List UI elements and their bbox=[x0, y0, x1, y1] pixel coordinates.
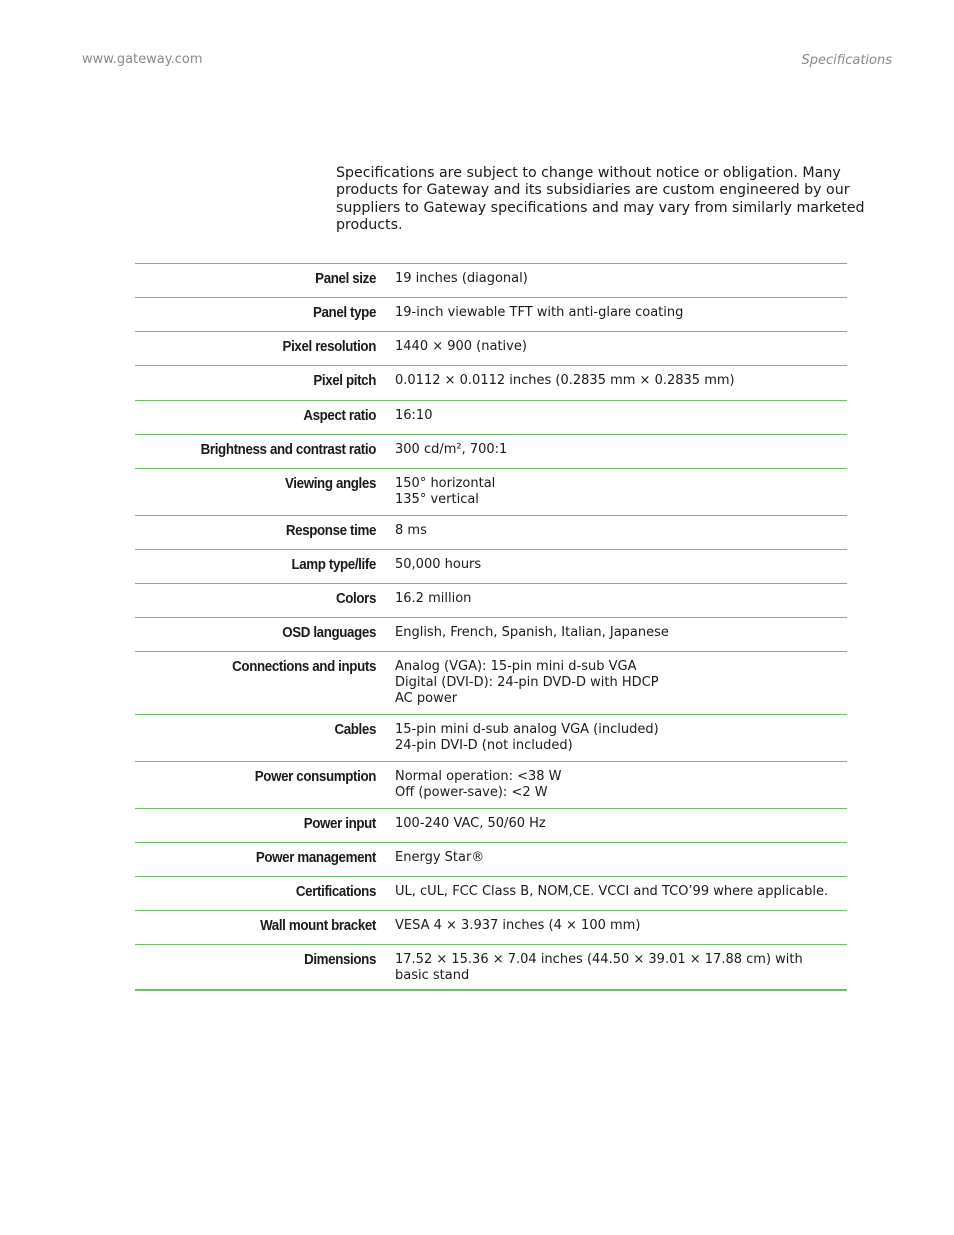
spec-value-line: Digital (DVI-D): 24-pin DVD-D with HDCP bbox=[395, 675, 659, 690]
spec-value bbox=[376, 911, 640, 944]
spec-value bbox=[376, 809, 546, 842]
spec-value-line: Energy Star® bbox=[395, 850, 485, 865]
spec-value bbox=[376, 366, 735, 400]
spec-label: Power consumption bbox=[254, 769, 376, 785]
spec-value-line: Analog (VGA): 15-pin mini d-sub VGA bbox=[395, 659, 637, 674]
spec-value-line: 17.52 × 15.36 × 7.04 inches (44.50 × 39.01 × 17.88 cm) with bbox=[395, 952, 803, 967]
spec-label: Power management bbox=[255, 850, 376, 866]
spec-value-line: English, French, Spanish, Italian, Japanese bbox=[395, 625, 669, 640]
spec-label: Certifications bbox=[295, 884, 376, 900]
spec-value-line: 100-240 VAC, 50/60 Hz bbox=[395, 816, 546, 831]
spec-value bbox=[376, 715, 659, 761]
spec-row bbox=[135, 808, 847, 842]
spec-value bbox=[376, 469, 495, 515]
spec-label: Cables bbox=[334, 722, 376, 738]
spec-label: Pixel pitch bbox=[313, 373, 376, 389]
spec-value bbox=[376, 843, 484, 876]
spec-value bbox=[376, 298, 683, 331]
spec-value bbox=[376, 877, 828, 910]
spec-value-line: 15-pin mini d-sub analog VGA (included) bbox=[395, 722, 659, 737]
spec-row bbox=[135, 651, 847, 714]
spec-value-line: 50,000 hours bbox=[395, 557, 482, 572]
spec-value bbox=[376, 584, 471, 617]
spec-label: Response time bbox=[285, 523, 376, 539]
spec-value bbox=[376, 516, 427, 549]
spec-label: Panel size bbox=[315, 271, 376, 287]
spec-value bbox=[376, 762, 562, 808]
spec-row bbox=[135, 876, 847, 910]
spec-value-line: 0.0112 × 0.0112 inches (0.2835 mm × 0.2835 mm) bbox=[395, 373, 735, 388]
spec-label: Panel type bbox=[312, 305, 376, 321]
spec-value-line: 16.2 million bbox=[395, 591, 472, 606]
spec-value-line: 135° vertical bbox=[395, 492, 479, 507]
spec-value-line: basic stand bbox=[395, 968, 470, 983]
spec-row bbox=[135, 297, 847, 331]
header-section-title: Specifications bbox=[801, 53, 892, 68]
spec-value bbox=[376, 435, 507, 468]
spec-value-line: 19 inches (diagonal) bbox=[395, 271, 528, 286]
spec-table bbox=[135, 263, 847, 991]
spec-value bbox=[376, 550, 481, 583]
spec-row bbox=[135, 365, 847, 400]
spec-row bbox=[135, 761, 847, 808]
spec-row bbox=[135, 714, 847, 761]
spec-value-line: AC power bbox=[395, 691, 458, 706]
spec-label: Brightness and contrast ratio bbox=[200, 442, 376, 458]
intro-paragraph: Specifications are subject to change without notice or obligation. Many products for Gateway and its subsidiaries are custom engineered by our suppliers to Gateway specifications and may vary from similarly marketed products. bbox=[336, 165, 865, 233]
spec-row bbox=[135, 583, 847, 617]
spec-row bbox=[135, 515, 847, 549]
spec-value-line: Off (power-save): <2 W bbox=[395, 785, 548, 800]
spec-value-line: 1440 × 900 (native) bbox=[395, 339, 527, 354]
spec-row bbox=[135, 263, 847, 297]
spec-row bbox=[135, 549, 847, 583]
spec-row bbox=[135, 944, 847, 991]
spec-label: Pixel resolution bbox=[282, 339, 376, 355]
spec-label: Dimensions bbox=[304, 952, 376, 968]
spec-label: Aspect ratio bbox=[303, 408, 376, 424]
spec-label: Viewing angles bbox=[285, 476, 376, 492]
spec-value bbox=[376, 332, 527, 365]
header-website: www.gateway.com bbox=[82, 52, 203, 67]
spec-row bbox=[135, 331, 847, 365]
spec-row bbox=[135, 468, 847, 515]
spec-value bbox=[376, 401, 432, 434]
spec-value-line: Normal operation: <38 W bbox=[395, 769, 562, 784]
spec-label: Wall mount bracket bbox=[260, 918, 376, 934]
spec-row bbox=[135, 910, 847, 944]
spec-value-line: 16:10 bbox=[395, 408, 433, 423]
spec-value-line: 8 ms bbox=[395, 523, 427, 538]
spec-value bbox=[376, 945, 803, 989]
spec-row bbox=[135, 842, 847, 876]
spec-row bbox=[135, 434, 847, 468]
spec-value-line: 300 cd/m², 700:1 bbox=[395, 442, 508, 457]
spec-value-line: UL, cUL, FCC Class B, NOM,CE. VCCI and TCO’99 where applicable. bbox=[395, 884, 829, 899]
spec-label: Connections and inputs bbox=[232, 659, 376, 675]
spec-value-line: 150° horizontal bbox=[395, 476, 496, 491]
spec-value bbox=[376, 264, 528, 297]
spec-value-line: 24-pin DVI-D (not included) bbox=[395, 738, 573, 753]
spec-value bbox=[376, 618, 669, 651]
spec-value bbox=[376, 652, 659, 714]
spec-label: OSD languages bbox=[282, 625, 376, 641]
spec-label: Lamp type/life bbox=[291, 557, 376, 573]
spec-label: Colors bbox=[335, 591, 376, 607]
spec-value-line: 19-inch viewable TFT with anti-glare coating bbox=[395, 305, 684, 320]
spec-row bbox=[135, 400, 847, 434]
spec-row bbox=[135, 617, 847, 651]
spec-label: Power input bbox=[303, 816, 376, 832]
spec-value-line: VESA 4 × 3.937 inches (4 × 100 mm) bbox=[395, 918, 641, 933]
